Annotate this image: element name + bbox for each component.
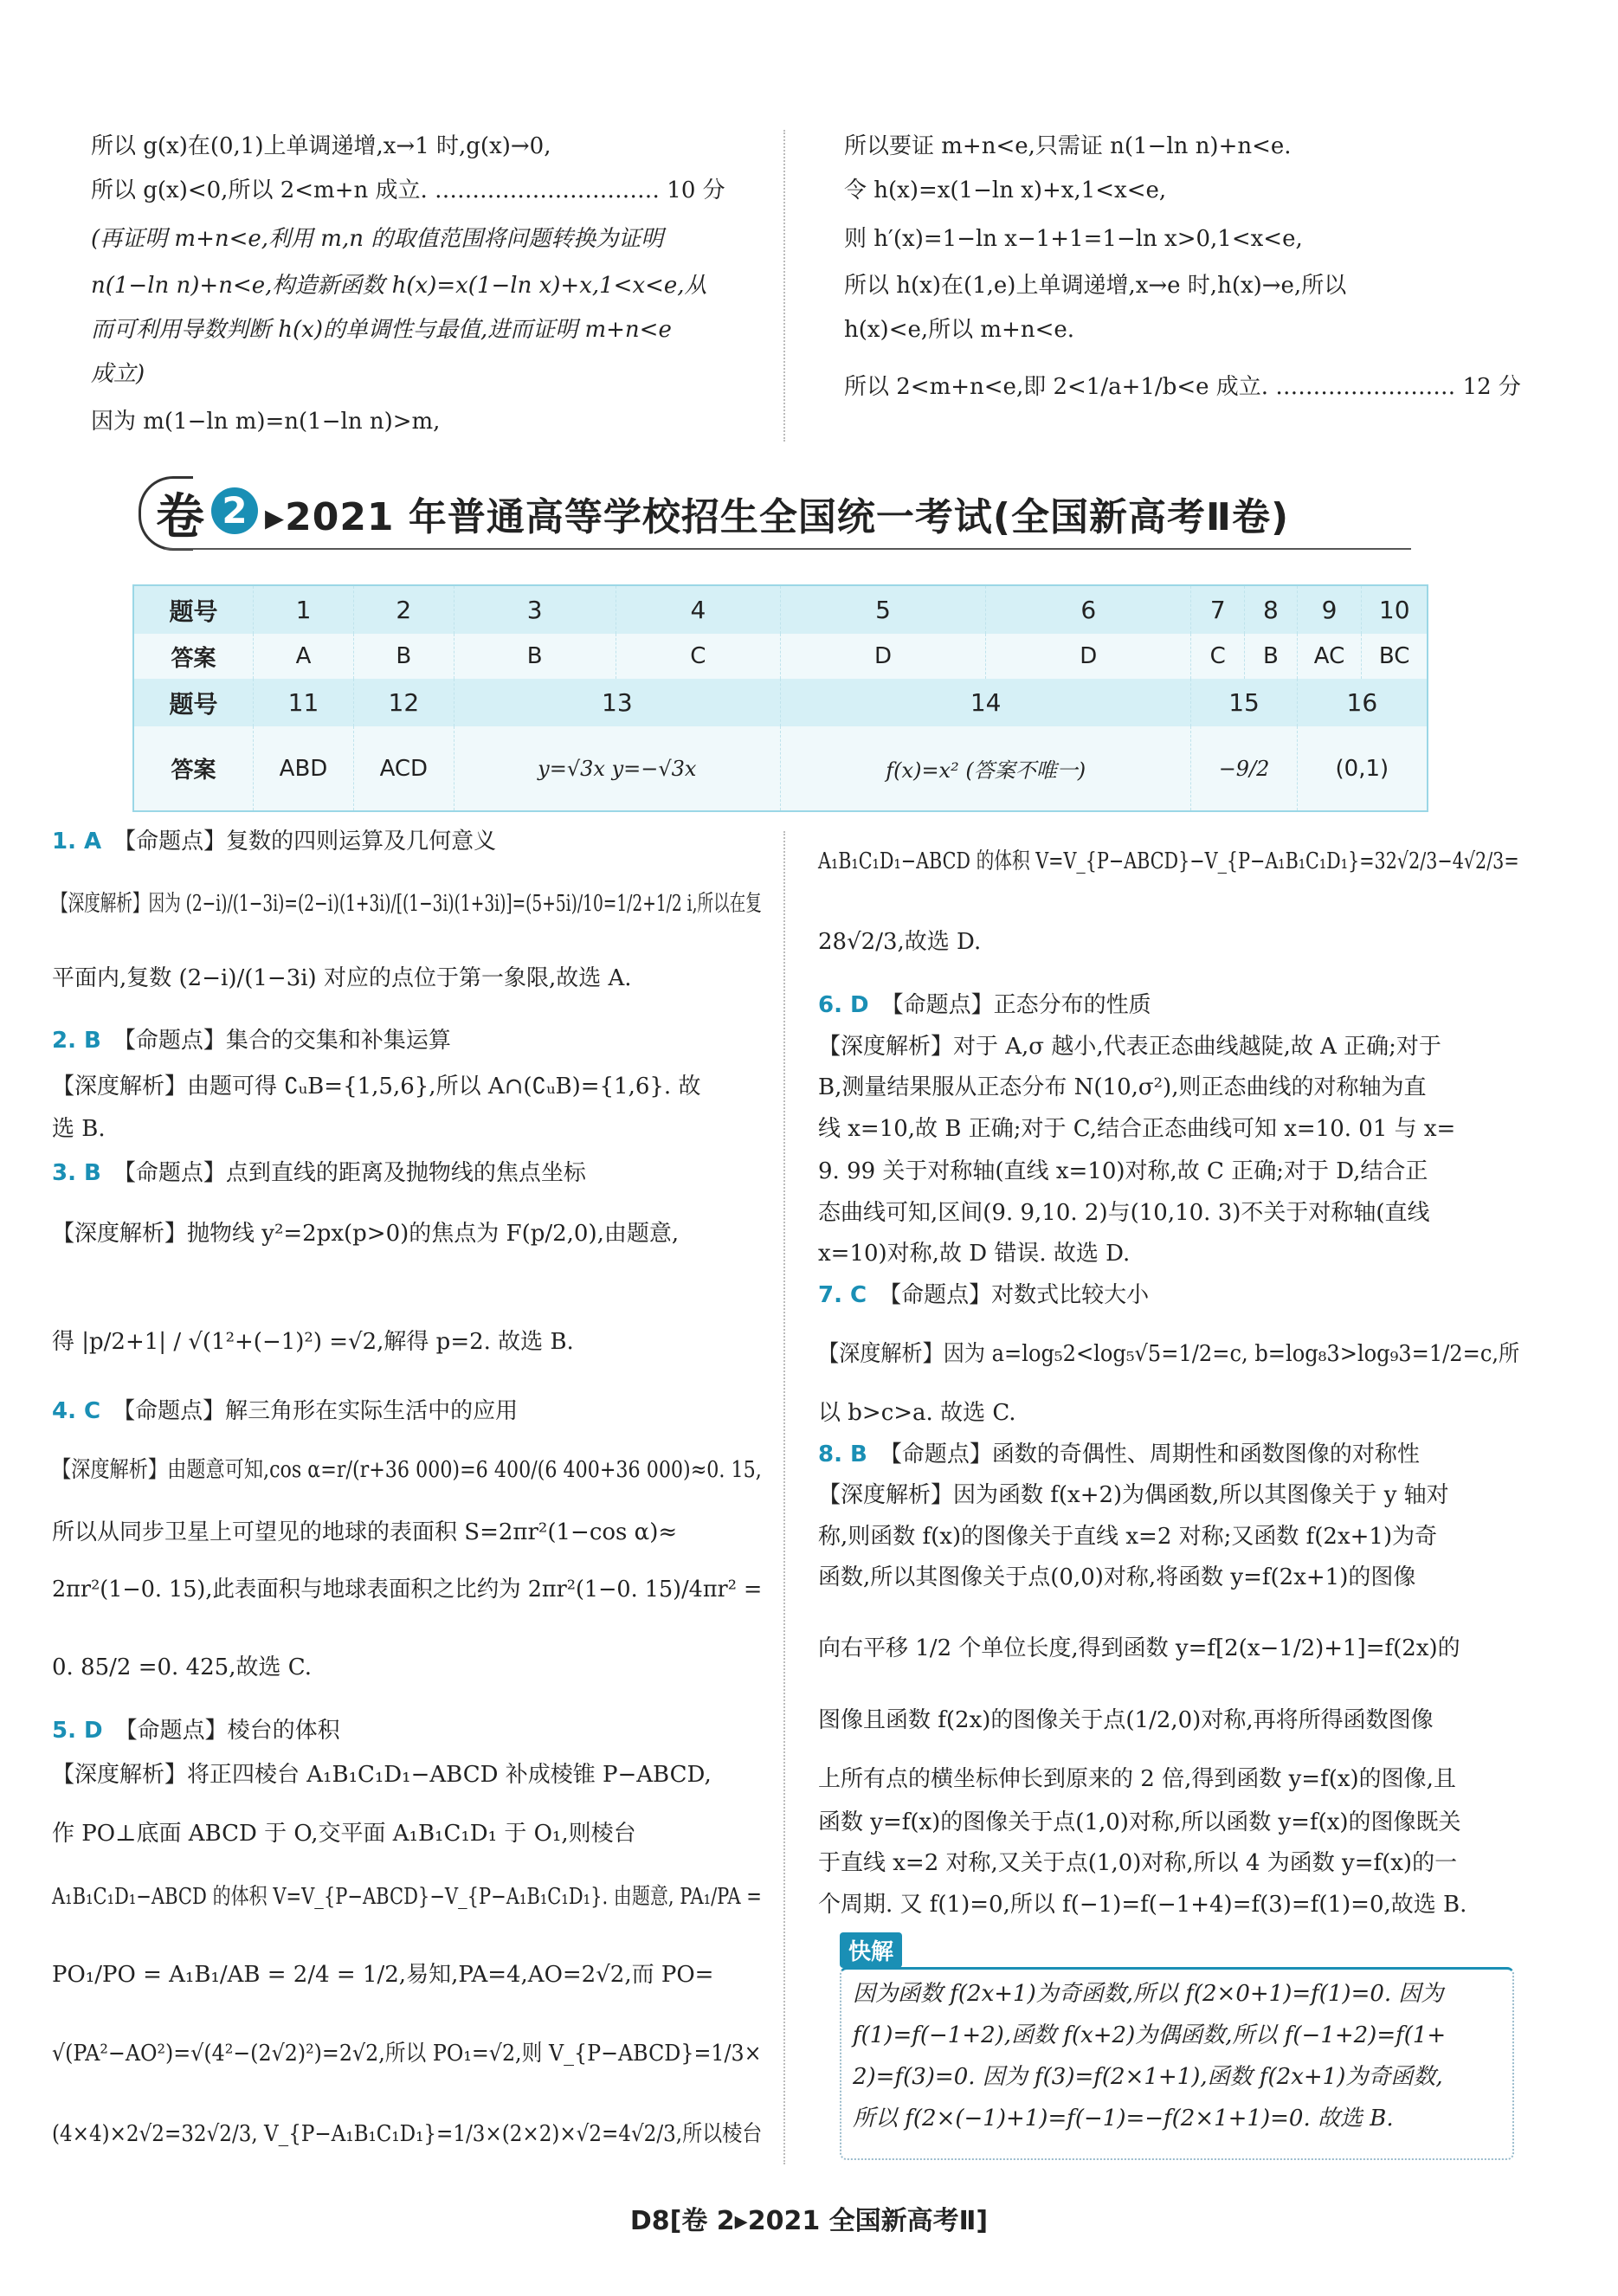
question-number-cell: 5	[780, 585, 985, 634]
question-number-cell: 13	[454, 679, 780, 726]
line-text: 平面内,复数 (2−i)/(1−3i) 对应的点位于第一象限,故选 A.	[52, 965, 632, 991]
text-line	[818, 1848, 1457, 1878]
line-text: 函数 y=f(x)的图像关于点(1,0)对称,所以函数 y=f(x)的图像既关	[818, 1809, 1461, 1835]
question-number-answer: 4. C	[52, 1398, 101, 1424]
text-line	[818, 1157, 1428, 1186]
banner-underline	[164, 548, 1411, 550]
text-line	[52, 1327, 574, 1357]
answer-cell: ABD	[254, 726, 354, 811]
line-text: 称,则函数 f(x)的图像关于直线 x=2 对称;又函数 f(2x+1)为奇	[818, 1524, 1438, 1550]
page-footer: D8[卷 2▸2021 全国新高考Ⅱ]	[629, 2206, 989, 2236]
question-number-cell: 14	[780, 679, 1190, 726]
line-text: 【深度解析】对于 A,σ 越小,代表正态曲线越陡,故 A 正确;对于	[818, 1034, 1441, 1060]
line-text: 【命题点】复数的四则运算及几何意义	[113, 829, 497, 855]
line-text: 图像且函数 f(2x)的图像关于点(1/2,0)对称,再将所得函数图像	[818, 1707, 1434, 1733]
text-line	[52, 1455, 762, 1485]
text-line	[52, 1219, 679, 1248]
line-text: 【深度解析】将正四棱台 A₁B₁C₁D₁−ABCD 补成棱锥 P−ABCD,	[52, 1762, 712, 1788]
text-line	[818, 1890, 1467, 1919]
question-number-answer: 7. C	[818, 1282, 867, 1308]
line-text: 【深度解析】由题可得 ∁ᵤB={1,5,6},所以 A∩(∁ᵤB)={1,6}. 故	[52, 1074, 701, 1100]
text-line	[818, 1339, 1519, 1369]
line-text: 【命题点】集合的交集和补集运算	[113, 1028, 451, 1054]
question-number-answer: 5. D	[52, 1718, 103, 1744]
question-heading	[818, 1440, 1420, 1469]
section-banner	[139, 472, 1411, 550]
line-text: 所以从同步卫星上可望见的地球的表面积 S=2πr²(1−cos α)≈	[52, 1519, 678, 1545]
question-number-answer: 8. B	[818, 1441, 867, 1467]
question-number-cell: 9	[1297, 585, 1362, 634]
text-line	[818, 1808, 1461, 1837]
text-line	[818, 1764, 1456, 1794]
line-text: √(PA²−AO²)=√(4²−(2√2)²)=2√2,所以 PO₁=√2,则 V_{P−ABCD}=1/3×	[52, 2041, 762, 2067]
answer-cell: B	[1245, 634, 1298, 679]
line-text: 【命题点】正态分布的性质	[880, 992, 1151, 1018]
text-line	[52, 2119, 762, 2149]
line-text: 【命题点】棱台的体积	[114, 1718, 340, 1744]
line-text: 选 B.	[52, 1116, 106, 1142]
question-heading	[818, 1280, 1149, 1310]
question-number-cell: 11	[254, 679, 354, 726]
line-text: 所以 g(x)在(0,1)上单调递增,x→1 时,g(x)→0,	[91, 133, 551, 159]
line-text: 成立)	[91, 361, 145, 387]
line-text: 函数,所以其图像关于点(0,0)对称,将函数 y=f(2x+1)的图像	[818, 1564, 1416, 1590]
answer-cell: AC	[1297, 634, 1362, 679]
quick-solution-line: f(1)=f(−1+2),函数 f(x+2)为偶函数,所以 f(−1+2)=f(1+	[853, 2022, 1447, 2048]
line-text: 【深度解析】抛物线 y²=2px(p>0)的焦点为 F(p/2,0),由题意,	[52, 1221, 680, 1247]
line-text: 而可利用导数判断 h(x)的单调性与最值,进而证明 m+n<e	[91, 317, 672, 343]
line-text: 【深度解析】由题意可知,cos α=r/(r+36 000)=6 400/(6 400+36 000)≈0. 15,	[52, 1457, 762, 1483]
table-row-question-numbers	[133, 585, 1428, 634]
line-text: n(1−ln n)+n<e,构造新函数 h(x)=x(1−ln x)+x,1<x<e,从	[91, 273, 707, 299]
question-number-cell: 12	[353, 679, 454, 726]
text-line	[818, 927, 981, 957]
text-line	[91, 224, 663, 254]
line-text: 态曲线可知,区间(9. 9,10. 2)与(10,10. 3)不关于对称轴(直线	[818, 1200, 1430, 1226]
banner-juan: 卷	[156, 489, 204, 545]
line-text: 【深度解析】因为 (2−i)/(1−3i)=(2−i)(1+3i)/[(1−3i)(1+3i)]=(5+5i)/10=1/2+1/2 i,所以在复	[52, 891, 762, 917]
line-text: (再证明 m+n<e,利用 m,n 的取值范围将问题转换为证明	[91, 226, 664, 252]
answer-cell: (0,1)	[1297, 726, 1428, 811]
text-line	[52, 1114, 106, 1144]
line-text: B,测量结果服从正态分布 N(10,σ²),则正态曲线的对称轴为直	[818, 1074, 1427, 1100]
text-line	[818, 1032, 1441, 1061]
answer-cell: f(x)=x² (答案不唯一)	[780, 726, 1190, 811]
question-heading	[52, 1716, 340, 1745]
text-line	[818, 1198, 1430, 1228]
line-text: 作 PO⊥底面 ABCD 于 O,交平面 A₁B₁C₁D₁ 于 O₁,则棱台	[52, 1821, 636, 1847]
text-line	[91, 132, 551, 161]
quick-solution-line: 2)=f(3)=0. 因为 f(3)=f(2×1+1),函数 f(2x+1)为奇函数,	[853, 2064, 1443, 2090]
column-divider	[783, 831, 785, 2164]
answer-cell: y=√3x y=−√3x	[454, 726, 780, 811]
text-line	[818, 1239, 1130, 1268]
question-number-cell: 1	[254, 585, 354, 634]
text-line	[91, 407, 440, 436]
banner-title: ▸2021 年普通高等学校招生全国统一考试(全国新高考Ⅱ卷)	[265, 495, 1290, 539]
line-text: 2πr²(1−0. 15),此表面积与地球表面积之比约为 2πr²(1−0. 15)/4πr² =	[52, 1577, 763, 1603]
question-number-cell: 6	[986, 585, 1191, 634]
question-number-cell: 4	[616, 585, 780, 634]
answer-cell: D	[780, 634, 985, 679]
answer-cell: B	[454, 634, 616, 679]
row-header: 答案	[133, 726, 254, 811]
question-number-answer: 6. D	[818, 992, 869, 1018]
answer-cell: A	[254, 634, 354, 679]
question-heading	[52, 1158, 586, 1188]
text-line	[52, 1653, 312, 1682]
text-line	[91, 359, 145, 389]
text-line	[844, 271, 1346, 300]
quick-solution-label: 快解	[840, 1932, 902, 1968]
text-line	[818, 1522, 1437, 1551]
row-header: 答案	[133, 634, 254, 679]
question-number-answer: 1. A	[52, 829, 102, 855]
text-line	[52, 889, 762, 919]
text-line	[91, 176, 725, 205]
line-text: 【深度解析】因为函数 f(x+2)为偶函数,所以其图像关于 y 轴对	[818, 1482, 1449, 1508]
text-line	[52, 2039, 762, 2068]
question-number-cell: 10	[1362, 585, 1428, 634]
text-line	[818, 1634, 1460, 1663]
question-number-cell: 2	[353, 585, 454, 634]
line-text: PO₁/PO = A₁B₁/AB = 2/4 = 1/2,易知,PA=4,AO=2√2,而 PO=	[52, 1962, 714, 1988]
text-line	[844, 132, 1292, 161]
line-text: 【命题点】点到直线的距离及抛物线的焦点坐标	[113, 1160, 586, 1186]
text-line	[52, 1760, 712, 1790]
line-text: 则 h′(x)=1−ln x−1+1=1−ln x>0,1<x<e,	[844, 226, 1303, 252]
text-line	[91, 271, 707, 300]
line-text: h(x)<e,所以 m+n<e.	[844, 317, 1075, 343]
line-text: A₁B₁C₁D₁−ABCD 的体积 V=V_{P−ABCD}−V_{P−A₁B₁C₁D₁}. 由题意, PA₁/PA =	[52, 1884, 762, 1910]
quick-solution-line: 所以 f(2×(−1)+1)=f(−1)=−f(2×1+1)=0. 故选 B.	[853, 2106, 1394, 2132]
quick-solution-line: 因为函数 f(2x+1)为奇函数,所以 f(2×0+1)=f(1)=0. 因为	[853, 1981, 1444, 2007]
text-line	[52, 1882, 762, 1912]
text-line	[52, 1518, 677, 1547]
text-line	[844, 224, 1303, 254]
question-number-answer: 2. B	[52, 1028, 101, 1054]
line-text: 9. 99 关于对称轴(直线 x=10)对称,故 C 正确;对于 D,结合正	[818, 1158, 1428, 1184]
answer-cell: C	[616, 634, 780, 679]
table-row-answers	[133, 634, 1428, 679]
text-line	[52, 1072, 700, 1101]
line-text: 以 b>c>a. 故选 C.	[818, 1400, 1016, 1426]
row-header: 题号	[133, 585, 254, 634]
line-text: 所以 2<m+n<e,即 2<1/a+1/b<e 成立. …………………… 12 分	[844, 374, 1521, 400]
text-line	[818, 1073, 1426, 1102]
question-heading	[818, 990, 1151, 1020]
line-text: 所以 h(x)在(1,e)上单调递增,x→e 时,h(x)→e,所以	[844, 273, 1347, 299]
text-line	[818, 1480, 1449, 1510]
line-text: 令 h(x)=x(1−ln x)+x,1<x<e,	[844, 177, 1167, 203]
line-text: 【命题点】解三角形在实际生活中的应用	[113, 1398, 519, 1424]
table-row-question-numbers	[133, 679, 1428, 726]
line-text: 所以 g(x)<0,所以 2<m+n 成立. ………………………… 10 分	[91, 177, 725, 203]
question-heading	[52, 827, 496, 856]
table-row-answers	[133, 726, 1428, 811]
answer-cell: B	[353, 634, 454, 679]
text-line	[91, 315, 672, 345]
text-line	[52, 1960, 713, 1990]
line-text: 【命题点】函数的奇偶性、周期性和函数图像的对称性	[879, 1441, 1420, 1467]
line-text: 得 |p/2+1| / √(1²+(−1)²) =√2,解得 p=2. 故选 B.	[52, 1329, 574, 1355]
question-number-cell: 7	[1191, 585, 1245, 634]
line-text: 线 x=10,故 B 正确;对于 C,结合正态曲线可知 x=10. 01 与 x=	[818, 1116, 1456, 1142]
text-line	[818, 1398, 1016, 1428]
row-header: 题号	[133, 679, 254, 726]
line-text: A₁B₁C₁D₁−ABCD 的体积 V=V_{P−ABCD}−V_{P−A₁B₁C₁D₁}=32√2/3−4√2/3=	[818, 848, 1519, 874]
line-text: (4×4)×2√2=32√2/3, V_{P−A₁B₁C₁D₁}=1/3×(2×2)×√2=4√2/3,所以棱台	[52, 2121, 763, 2147]
question-heading	[52, 1396, 518, 1426]
line-text: 于直线 x=2 对称,又关于点(1,0)对称,所以 4 为函数 y=f(x)的一	[818, 1850, 1458, 1876]
line-text: 上所有点的横坐标伸长到原来的 2 倍,得到函数 y=f(x)的图像,且	[818, 1766, 1456, 1792]
text-line	[818, 1706, 1434, 1735]
answer-cell: C	[1191, 634, 1245, 679]
line-text: 向右平移 1/2 个单位长度,得到函数 y=f[2(x−1/2)+1]=f(2x)的	[818, 1635, 1460, 1661]
text-line	[52, 964, 632, 993]
answer-cell: −9/2	[1191, 726, 1297, 811]
line-text: 28√2/3,故选 D.	[818, 929, 982, 955]
text-line	[818, 1114, 1455, 1144]
question-heading	[52, 1026, 451, 1055]
question-number-cell: 8	[1245, 585, 1298, 634]
text-line	[818, 1563, 1415, 1592]
answer-cell: ACD	[353, 726, 454, 811]
banner-number-badge: 2	[211, 487, 258, 534]
line-text: 0. 85/2 =0. 425,故选 C.	[52, 1654, 312, 1680]
line-text: 所以要证 m+n<e,只需证 n(1−ln n)+n<e.	[844, 133, 1292, 159]
text-line	[844, 372, 1521, 402]
line-text: x=10)对称,故 D 错误. 故选 D.	[818, 1241, 1131, 1267]
answer-cell: D	[986, 634, 1191, 679]
answer-cell: BC	[1362, 634, 1428, 679]
line-text: 【深度解析】因为 a=log₅2<log₅√5=1/2=c, b=log₈3>log₉3=1/2=c,所	[818, 1341, 1520, 1367]
answer-table	[132, 584, 1428, 812]
text-line	[818, 847, 1519, 876]
question-number-answer: 3. B	[52, 1160, 101, 1186]
question-number-cell: 16	[1297, 679, 1428, 726]
question-number-cell: 3	[454, 585, 616, 634]
text-line	[844, 315, 1074, 345]
column-divider	[783, 130, 785, 442]
text-line	[52, 1575, 762, 1604]
line-text: 【命题点】对数式比较大小	[879, 1282, 1150, 1308]
question-number-cell: 15	[1191, 679, 1297, 726]
text-line	[52, 1819, 636, 1848]
text-line	[844, 176, 1166, 205]
line-text: 因为 m(1−ln m)=n(1−ln n)>m,	[91, 409, 441, 435]
line-text: 个周期. 又 f(1)=0,所以 f(−1)=f(−1+4)=f(3)=f(1)=0,故选 B.	[818, 1892, 1467, 1918]
